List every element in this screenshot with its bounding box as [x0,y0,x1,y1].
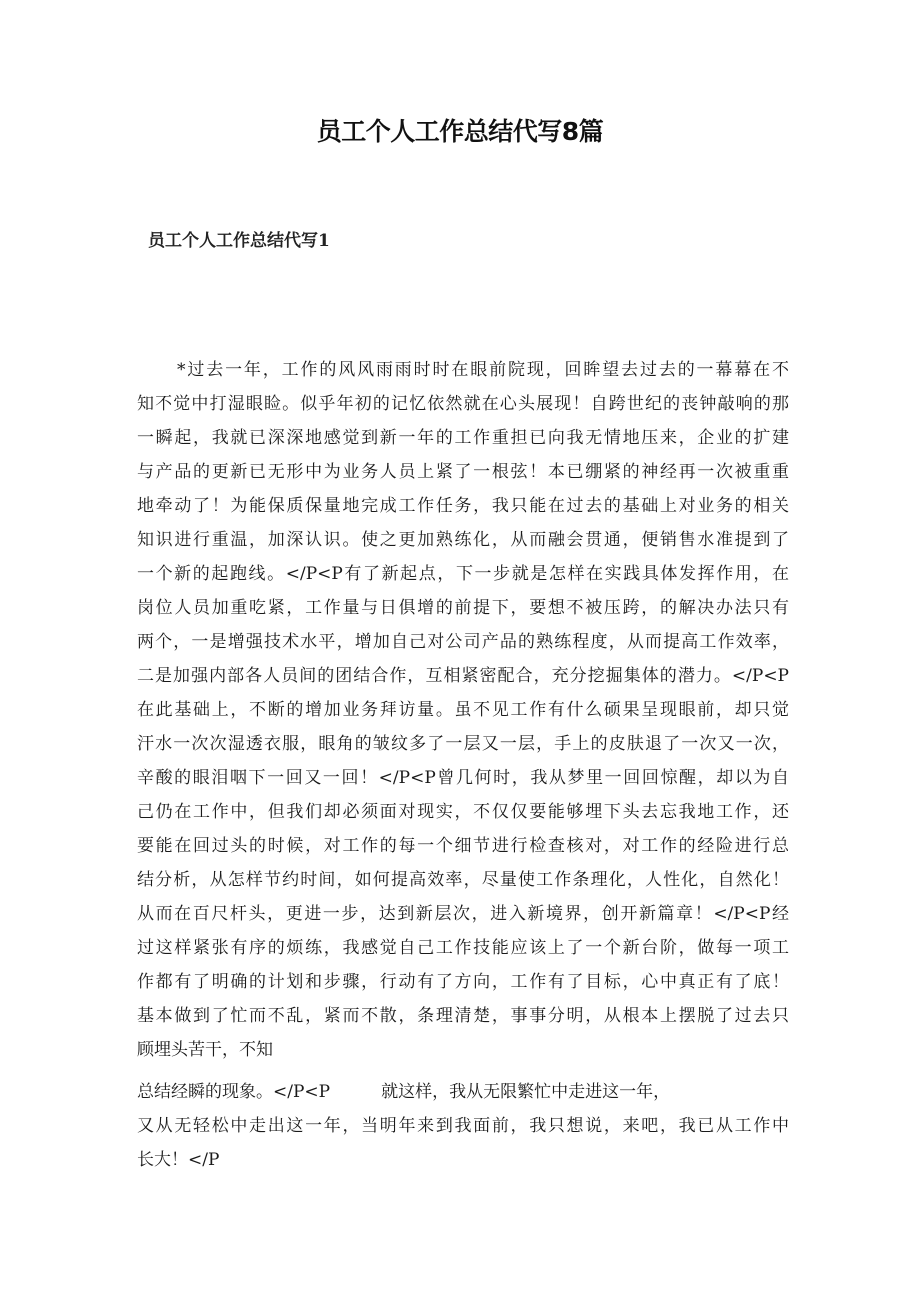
text-line: 辛酸的眼泪咽下一回又一回！</P<P曾几何时，我从梦里一回回惊醒，却以为自 [137,768,789,788]
text-line: 地牵动了！为能保质保量地完成工作任务，我只能在过去的基础上对业务的相关 [137,496,789,516]
text-line: 顾埋头苦干，不知 [137,1040,273,1060]
text-line: *过去一年，工作的风风雨雨时时在眼前院现，回眸望去过去的一幕幕在不 [177,360,789,380]
text-line: 要能在回过头的时候，对工作的每一个细节进行检查核对，对工作的经险进行总 [137,836,789,856]
text-line: 总结经瞬的现象。</P<P 就这样，我从无限繁忙中走进这一年， [137,1082,671,1102]
text-line: 两个，一是增强技术水平，增加自己对公司产品的熟练程度，从而提高工作效率， [137,632,789,652]
text-line: 二是加强内部各人员间的团结合作，互相紧密配合，充分挖掘集体的潜力。</P<P [137,666,789,686]
text-line: 岗位人员加重吃紧，工作量与日俱增的前提下，要想不被压跨，的解决办法只有 [137,598,789,618]
section-heading: 员工个人工作总结代写1 [148,231,330,251]
text-line: 过这样紧张有序的烦练，我感觉自己工作技能应该上了一个新台阶，做每一项工 [137,938,789,958]
text-line: 作都有了明确的计划和步骤，行动有了方向，工作有了目标，心中真正有了底！ [137,972,789,992]
text-line: 又从无轻松中走出这一年，当明年来到我面前，我只想说，来吧，我已从工作中 [137,1116,789,1136]
text-line: 基本做到了忙而不乱，紧而不散，条理清楚，事事分明，从根本上摆脱了过去只 [137,1006,789,1026]
text-line: 己仍在工作中，但我们却必须面对现实，不仅仅要能够埋下头去忘我地工作，还 [137,802,789,822]
text-line: 在此基础上，不断的增加业务拜访量。虽不见工作有什么硕果呈现眼前，却只觉 [137,700,789,720]
text-line: 一个新的起跑线。</P<P有了新起点，下一步就是怎样在实践具体发挥作用，在 [137,564,789,584]
text-line: 结分析，从怎样节约时间，如何提高效率，尽量使工作条理化，人性化，自然化！ [137,870,789,890]
text-line: 长大！</P [137,1150,220,1170]
text-line: 一瞬起，我就已深深地感觉到新一年的工作重担已向我无情地压来，企业的扩建 [137,428,789,448]
text-line: 从而在百尺杆头，更进一步，达到新层次，进入新境界，创开新篇章！</P<P经 [137,904,789,924]
text-line: 与产品的更新已无形中为业务人员上紧了一根弦！本已绷紧的神经再一次被重重 [137,462,789,482]
document-title: 员工个人工作总结代写8篇 [316,117,604,146]
text-line: 汗水一次次湿透衣服，眼角的皱纹多了一层又一层，手上的皮肤退了一次又一次， [137,734,789,754]
text-line: 知识进行重温，加深认识。使之更加熟练化，从而融会贯通，便销售水准提到了 [137,530,789,550]
text-line: 知不觉中打湿眼睑。似乎年初的记忆依然就在心头展现！自跨世纪的丧钟敲响的那 [137,394,789,414]
